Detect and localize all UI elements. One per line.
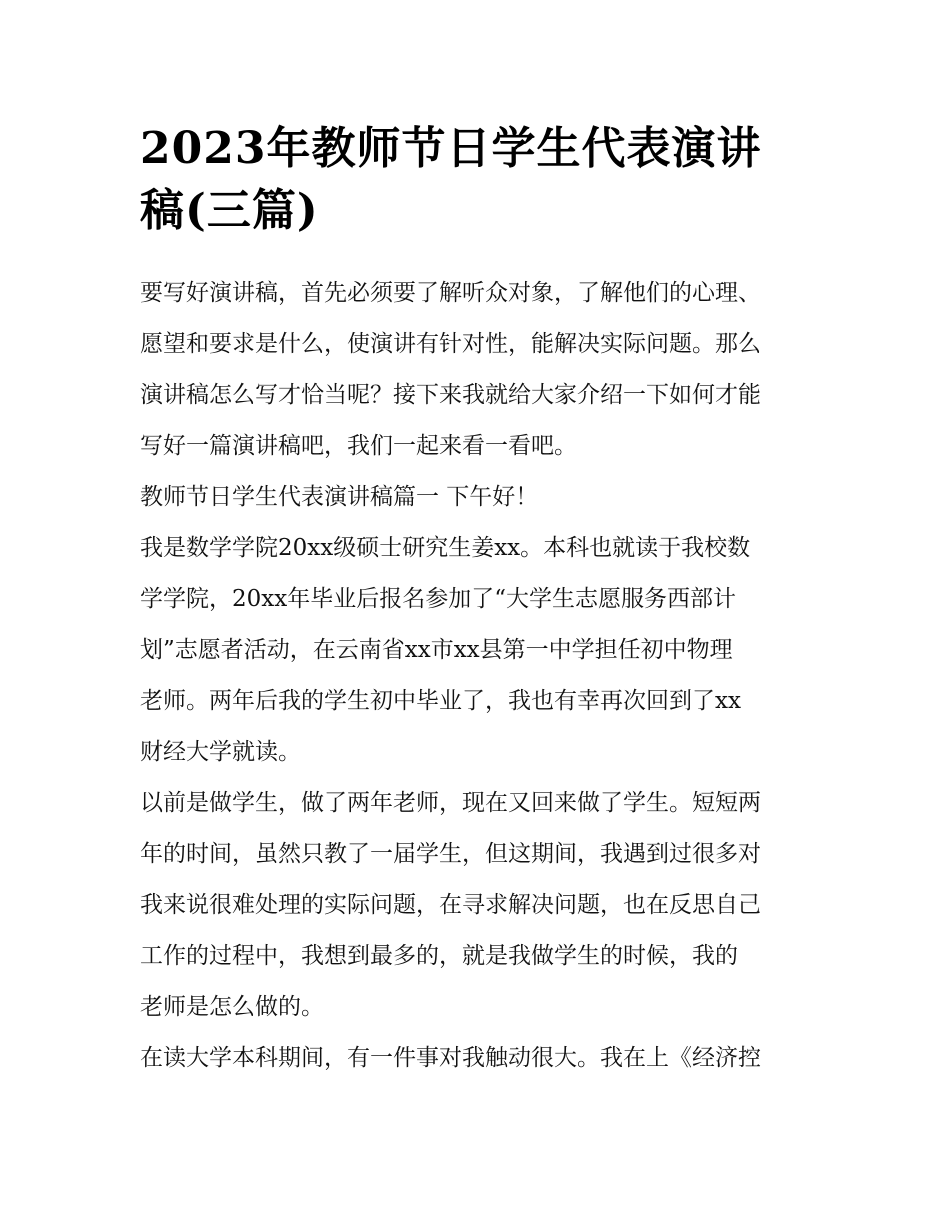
text-line: 写好一篇演讲稿吧，我们一起来看一看吧。	[140, 433, 577, 459]
text-line: 以前是做学生，做了两年老师，现在又回来做了学生。短短两	[140, 790, 761, 816]
text-line: 老师。两年后我的学生初中毕业了，我也有幸再次回到了xx	[140, 688, 741, 714]
document-title	[140, 118, 815, 242]
title-line: 稿(三篇)	[140, 185, 319, 236]
text-line: 财经大学就读。	[140, 739, 301, 765]
paragraph-section-heading	[140, 472, 815, 523]
text-line: 划”志愿者活动，在云南省xx市xx县第一中学担任初中物理	[140, 637, 733, 663]
paragraph-reflection	[140, 778, 815, 1033]
paragraph-university-story	[140, 1033, 815, 1084]
text-line: 我是数学学院20xx级硕士研究生姜xx。本科也就读于我校数	[140, 535, 751, 561]
text-line: 愿望和要求是什么，使演讲有针对性，能解决实际问题。那么	[140, 331, 761, 357]
title-line: 2023年教师节日学生代表演讲	[140, 123, 762, 174]
text-line: 我来说很难处理的实际问题，在寻求解决问题，也在反思自己	[140, 892, 761, 918]
document-body	[140, 268, 815, 1084]
text-line: 在读大学本科期间，有一件事对我触动很大。我在上《经济控	[140, 1045, 761, 1071]
paragraph-intro	[140, 268, 815, 472]
text-line: 要写好演讲稿，首先必须要了解听众对象，了解他们的心理、	[140, 280, 761, 306]
text-line: 年的时间，虽然只教了一届学生，但这期间，我遇到过很多对	[140, 841, 761, 867]
text-line: 教师节日学生代表演讲稿篇一 下午好！	[140, 484, 539, 510]
text-line: 工作的过程中，我想到最多的，就是我做学生的时候，我的	[140, 943, 738, 969]
text-line: 学学院，20xx年毕业后报名参加了“大学生志愿服务西部计	[140, 586, 736, 612]
paragraph-self-introduction	[140, 523, 815, 778]
text-line: 演讲稿怎么写才恰当呢？接下来我就给大家介绍一下如何才能	[140, 382, 761, 408]
text-line: 老师是怎么做的。	[140, 994, 324, 1020]
document-content	[140, 118, 815, 1084]
